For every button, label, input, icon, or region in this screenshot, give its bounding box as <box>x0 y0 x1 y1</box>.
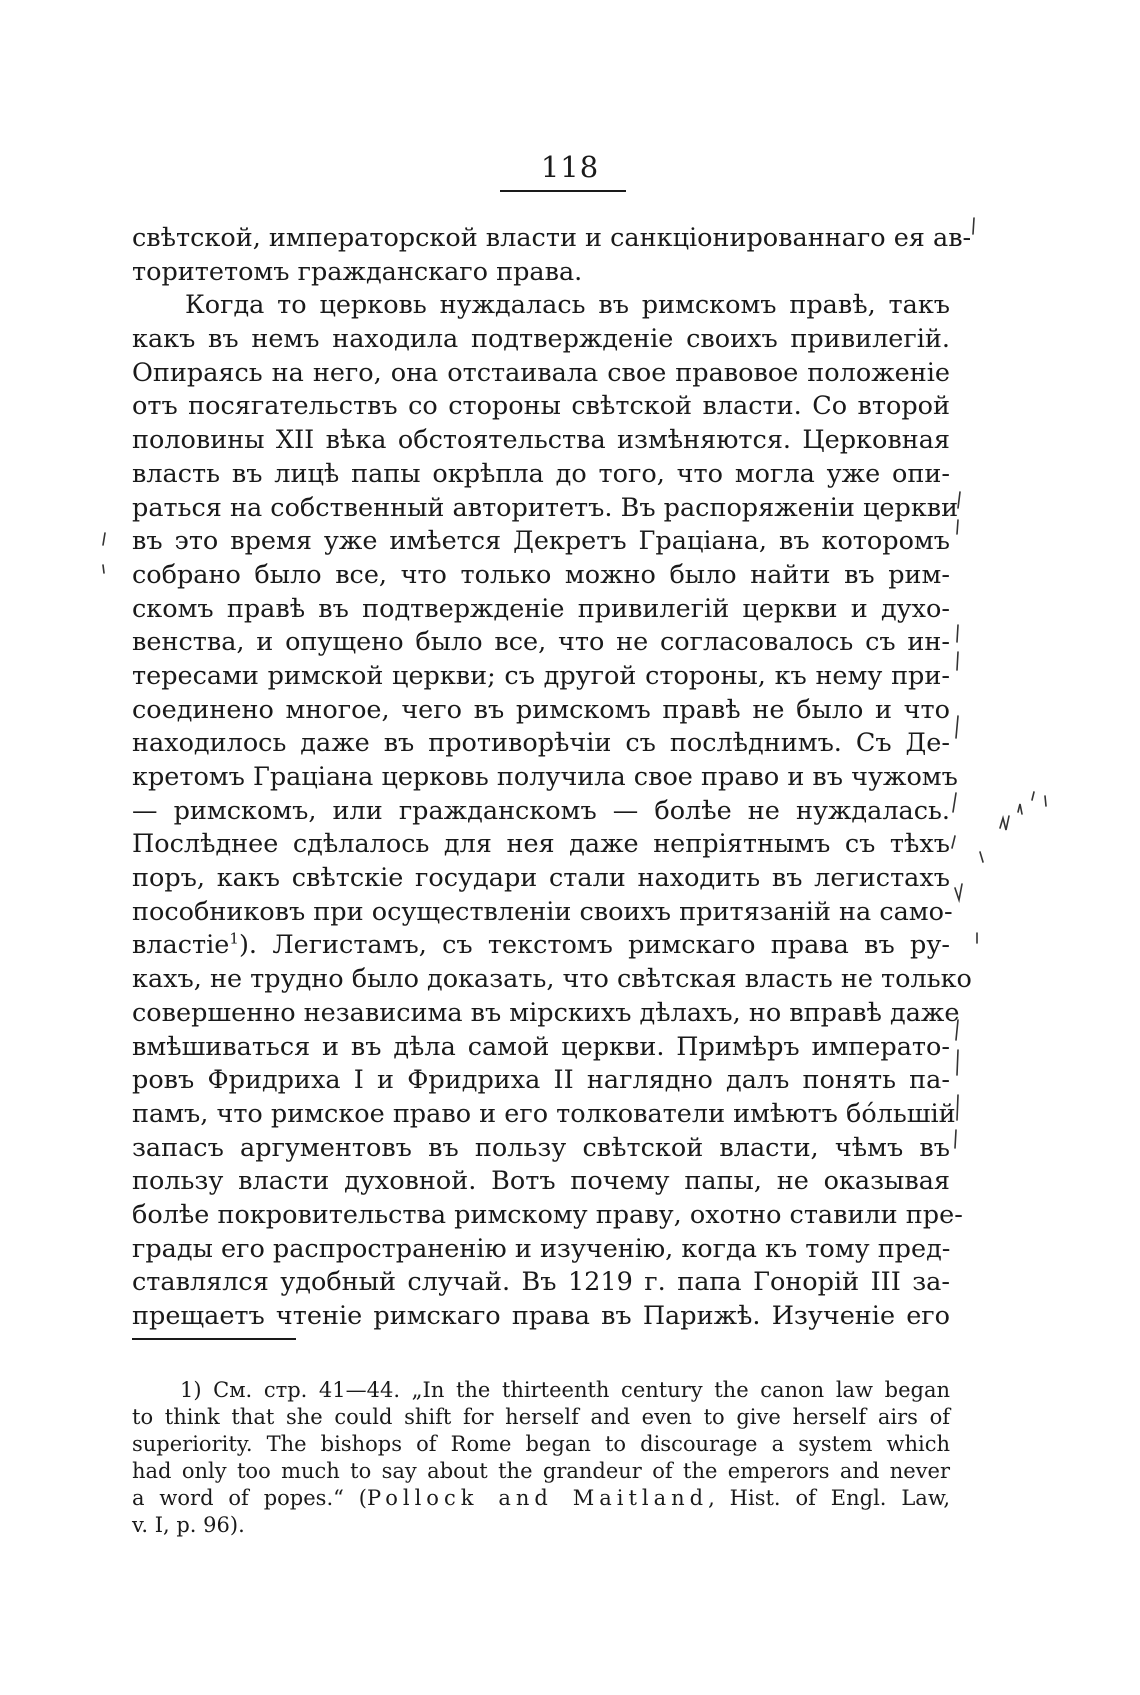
text-line: половины XII вѣка обстоятельства измѣняются. Церковная <box>132 425 950 456</box>
text-line: пособниковъ при осуществленіи своихъ притязаній на само- <box>132 896 953 927</box>
text-line: тересами римской церкви; съ другой стороны, къ нему при- <box>132 660 950 691</box>
text-line: власть въ лицѣ папы окрѣпла до того, что могла уже опи- <box>132 458 950 489</box>
text-line: какъ въ немъ находила подтвержденіе своихъ привилегій. <box>132 324 950 355</box>
text-fragment: ). Легистамъ, съ текстомъ римскаго права въ ру- <box>238 930 950 961</box>
pencil-mark <box>103 533 105 545</box>
pencil-mark <box>957 625 958 642</box>
pencil-mark <box>957 1095 958 1120</box>
text-line: запасъ аргументовъ въ пользу свѣтской власти, чѣмъ въ <box>132 1132 950 1163</box>
text-line: — римскомъ, или гражданскомъ — болѣе не нуждалась. <box>132 795 950 826</box>
text-line: Послѣднее сдѣлалось для нея даже непріятнымъ съ тѣхъ <box>132 829 950 860</box>
footnote-line: superiority. The bishops of Rome began to discourage a system which <box>132 1432 950 1456</box>
text-line: Опираясь на него, она отстаивала свое правовое положеніе <box>132 357 950 388</box>
footnote-rule <box>132 1338 296 1340</box>
footnote-authors: Pollock and Maitland <box>366 1486 709 1510</box>
body-text <box>132 222 972 1334</box>
text-line: кахъ, не трудно было доказать, что свѣтская власть не только <box>132 964 972 995</box>
text-line: ровъ Фридриха I и Фридриха II наглядно далъ понять па- <box>132 1065 950 1096</box>
footnote <box>132 1377 950 1539</box>
pencil-mark <box>957 652 958 670</box>
pencil-mark <box>952 836 955 848</box>
footnote-line-citation <box>132 1485 950 1512</box>
footnote-line: had only too much to say about the grandeur of the emperors and never <box>132 1459 950 1483</box>
text-line: свѣтской, императорской власти и санкціонированнаго ея ав- <box>132 223 972 253</box>
page-number-rule <box>500 190 626 192</box>
text-line: совершенно независима въ мірскихъ дѣлахъ, но вправѣ даже <box>132 997 960 1028</box>
text-line: соединено многое, чего въ римскомъ правѣ не было и что <box>132 694 950 725</box>
pencil-mark <box>1000 816 1009 830</box>
text-line: торитетомъ гражданскаго права. <box>132 256 583 287</box>
pencil-mark <box>1032 792 1034 800</box>
text-line: поръ, какъ свѣтскіе государи стали находить въ легистахъ <box>132 863 950 894</box>
text-line: прещаетъ чтеніе римскаго права въ Парижѣ. Изученіе его <box>132 1301 950 1331</box>
text-line: болѣе покровительства римскому праву, охотно ставили пре- <box>132 1199 963 1230</box>
pencil-mark <box>1018 804 1022 814</box>
footnote-line: 1) См. стр. 41—44. „In the thirteenth century the canon law began <box>180 1378 950 1402</box>
text-line: венства, и опущено было все, что не согласовалось съ ин- <box>132 627 950 658</box>
text-line: отъ посягательствъ со стороны свѣтской власти. Со второй <box>132 391 950 422</box>
pencil-mark <box>955 884 962 900</box>
text-line: ставлялся удобный случай. Въ 1219 г. папа Гонорій III за- <box>132 1267 950 1298</box>
footnote-fragment: , Hist. of Engl. Law, <box>708 1486 950 1510</box>
text-line: грады его распространенію и изученію, когда къ тому пред- <box>132 1233 951 1264</box>
pencil-mark <box>955 1130 956 1148</box>
text-line: Когда то церковь нуждалась въ римскомъ правѣ, такъ <box>185 290 950 321</box>
pencil-mark <box>953 793 956 812</box>
text-line: находилось даже въ противорѣчіи съ послѣднимъ. Съ Де- <box>132 728 950 759</box>
pencil-mark <box>973 218 974 234</box>
pencil-mark <box>956 716 958 738</box>
text-line: собрано было все, что только можно было найти въ рим- <box>132 559 950 590</box>
pencil-mark <box>958 492 960 508</box>
footnote-line: v. I, p. 96). <box>132 1513 245 1537</box>
text-line: скомъ правѣ въ подтвержденіе привилегій церкви и духо- <box>132 593 950 624</box>
page-number: 118 <box>540 150 600 184</box>
pencil-mark <box>1045 796 1046 806</box>
text-line: кретомъ Граціана церковь получила свое право и въ чужомъ <box>132 762 958 792</box>
text-line: въ это время уже имѣется Декретъ Граціана, въ которомъ <box>132 526 950 557</box>
text-fragment: властіе <box>132 930 230 961</box>
pencil-mark <box>980 852 983 862</box>
pencil-mark <box>957 1050 958 1075</box>
text-line: памъ, что римское право и его толкователи имѣютъ бóльшій <box>132 1098 956 1129</box>
text-line-with-footnote <box>132 929 950 963</box>
footnote-line: to think that she could shift for herself and even to give herself airs of <box>132 1405 950 1429</box>
text-line: пользу власти духовной. Вотъ почему папы, не оказывая <box>132 1166 950 1197</box>
footnote-marker: 1 <box>229 929 239 948</box>
pencil-mark <box>103 565 104 573</box>
footnote-fragment: a word of popes.“ ( <box>132 1486 367 1510</box>
text-line: вмѣшиваться и въ дѣла самой церкви. Примѣръ императо- <box>132 1031 950 1062</box>
text-line: раться на собственный авторитетъ. Въ распоряженіи церкви <box>132 492 959 523</box>
